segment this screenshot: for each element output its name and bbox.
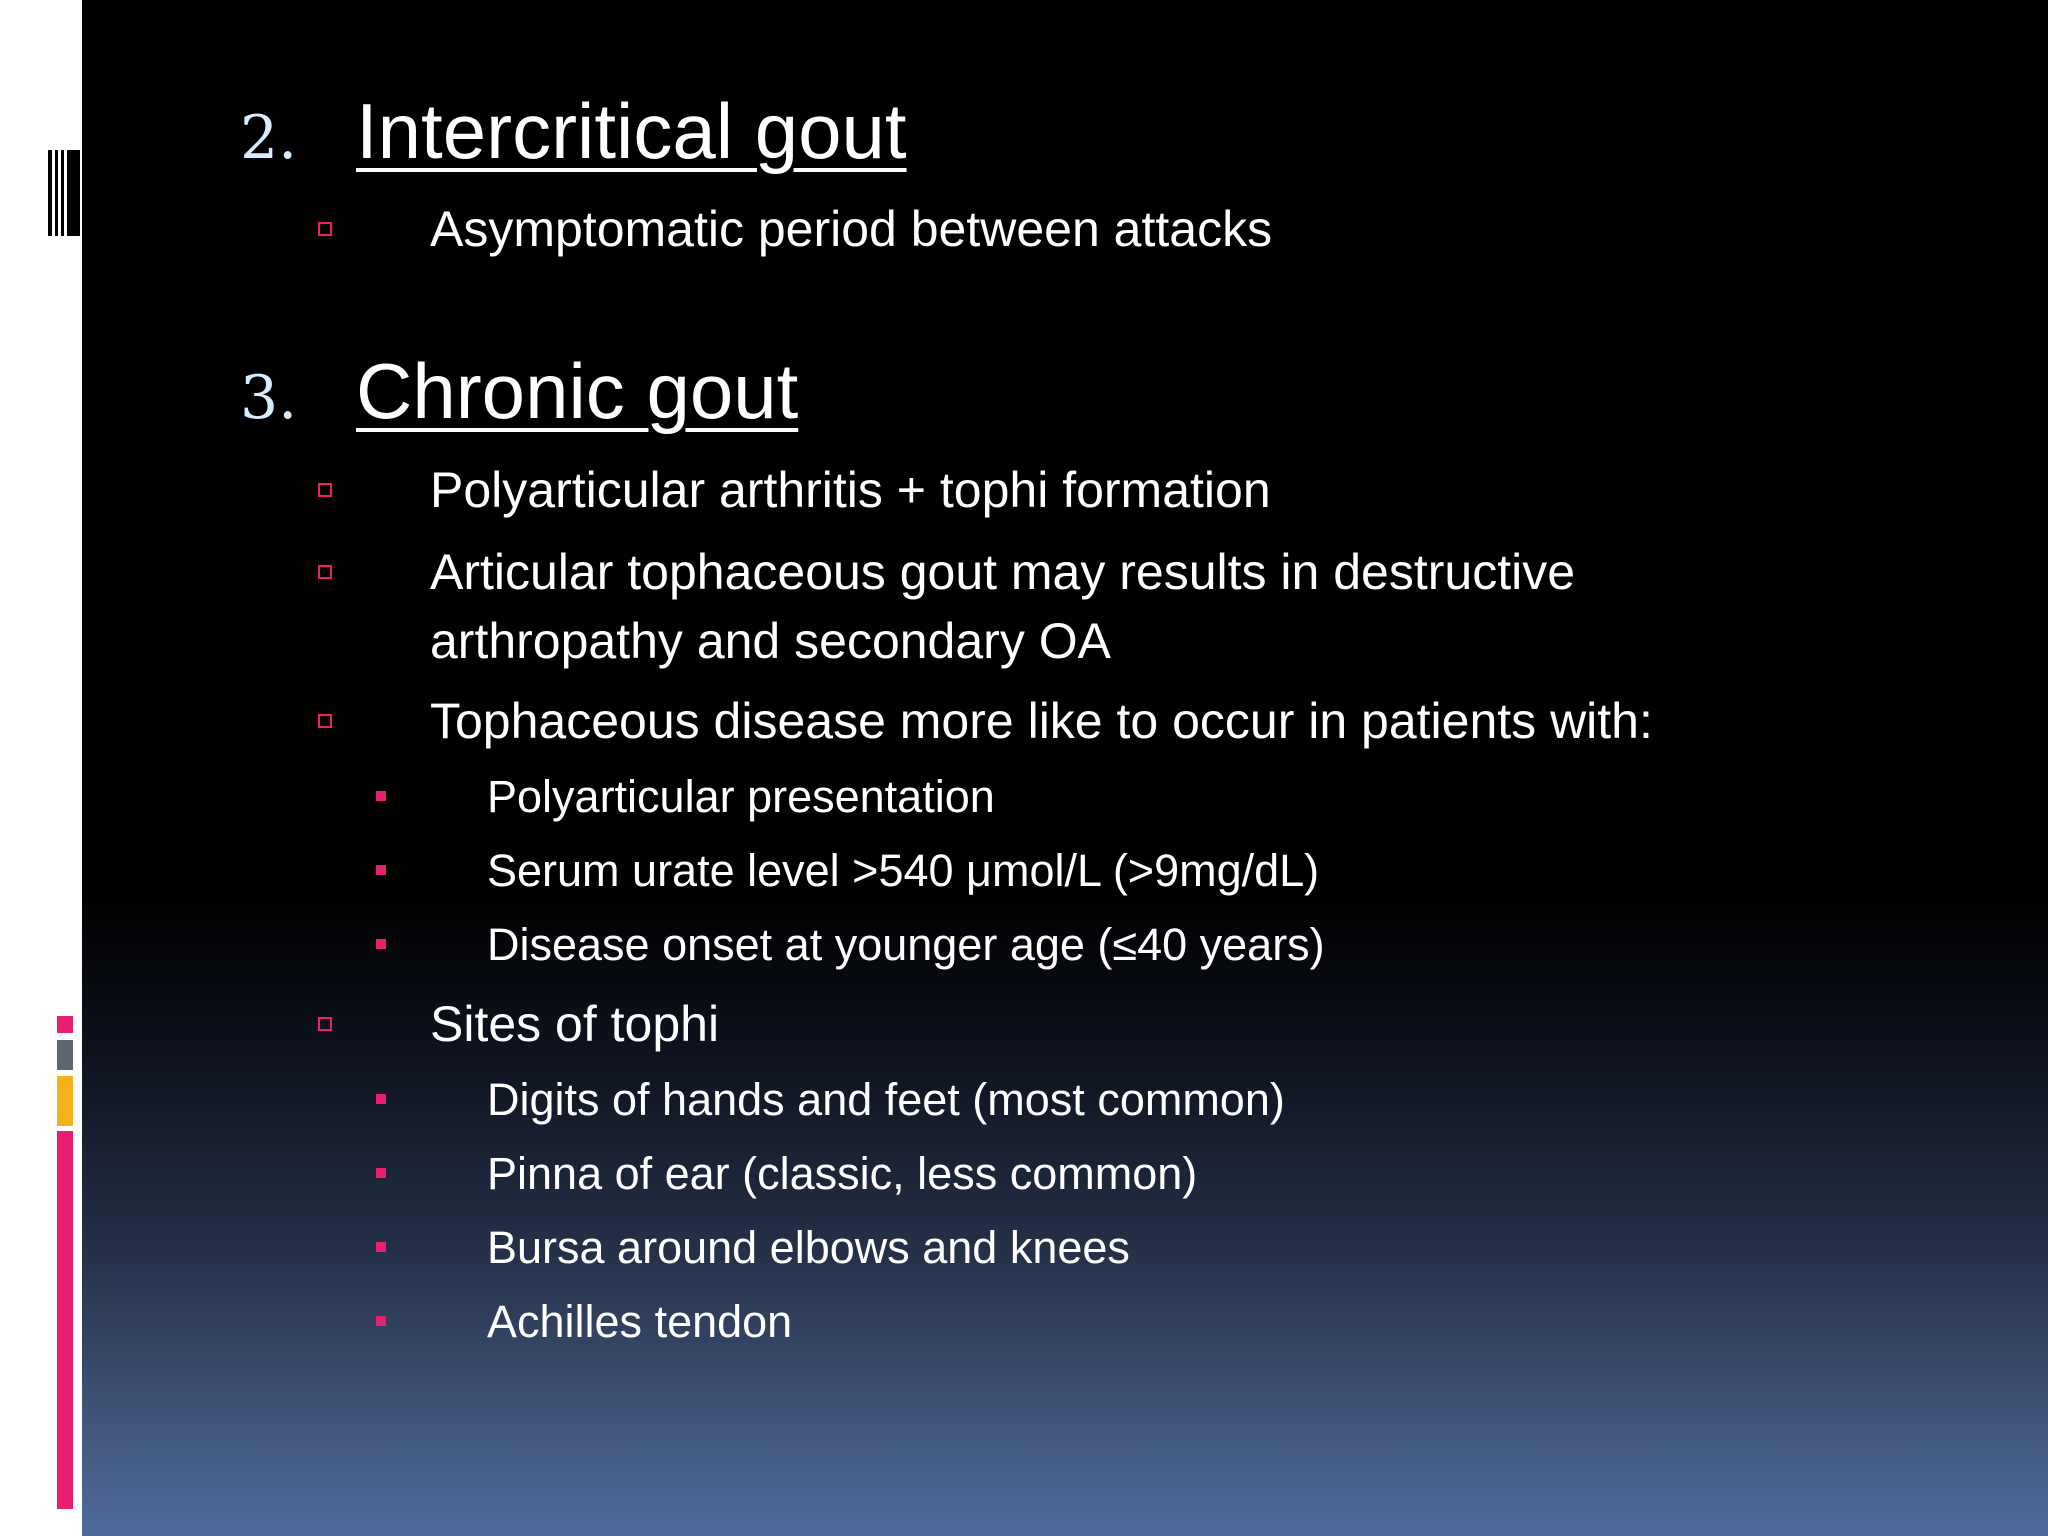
sub-bullet-item: Digits of hands and feet (most common) — [487, 1074, 1285, 1125]
section-heading: Chronic gout — [356, 347, 799, 435]
bullet-filled-square-icon — [376, 791, 386, 801]
sub-bullet-item: Disease onset at younger age (≤40 years) — [487, 919, 1325, 970]
bullet-square-icon — [318, 222, 332, 236]
bullet-filled-square-icon — [376, 1168, 386, 1178]
sub-bullet-item: Achilles tendon — [487, 1296, 793, 1347]
bullet-square-icon — [318, 565, 332, 579]
bullet-filled-square-icon — [376, 1316, 386, 1326]
bullet-item: Articular tophaceous gout may results in destructive arthropathy and secondary OA — [430, 544, 1575, 669]
bullet-item: Polyarticular arthritis + tophi formation — [430, 462, 1271, 518]
slide-sidebar — [0, 0, 82, 1536]
bullet-item: Sites of tophi — [430, 996, 720, 1052]
sidebar-accent-gray — [57, 1040, 73, 1070]
section-number: 3. — [240, 363, 298, 433]
bullet-item: Asymptomatic period between attacks — [430, 201, 1273, 257]
sidebar-stripes-top — [48, 150, 80, 236]
bullet-filled-square-icon — [376, 939, 386, 949]
sub-bullet-item: Bursa around elbows and knees — [487, 1222, 1130, 1273]
bullet-filled-square-icon — [376, 1242, 386, 1252]
bullet-square-icon — [318, 714, 332, 728]
bullet-square-icon — [318, 1017, 332, 1031]
bullet-square-icon — [318, 483, 332, 497]
section-heading: Intercritical gout — [356, 87, 907, 175]
sidebar-accent-pink-top — [57, 1016, 73, 1033]
sidebar-accent-yellow — [57, 1076, 73, 1126]
bullet-filled-square-icon — [376, 865, 386, 875]
bullet-item: Tophaceous disease more like to occur in patients with: — [430, 693, 1653, 749]
sub-bullet-item: Polyarticular presentation — [487, 771, 995, 822]
sidebar-accent-pink-long — [57, 1131, 73, 1509]
bullet-filled-square-icon — [376, 1094, 386, 1104]
sub-bullet-item: Pinna of ear (classic, less common) — [487, 1148, 1198, 1199]
sub-bullet-item: Serum urate level >540 μmol/L (>9mg/dL) — [487, 845, 1320, 896]
section-number: 2. — [240, 103, 298, 173]
